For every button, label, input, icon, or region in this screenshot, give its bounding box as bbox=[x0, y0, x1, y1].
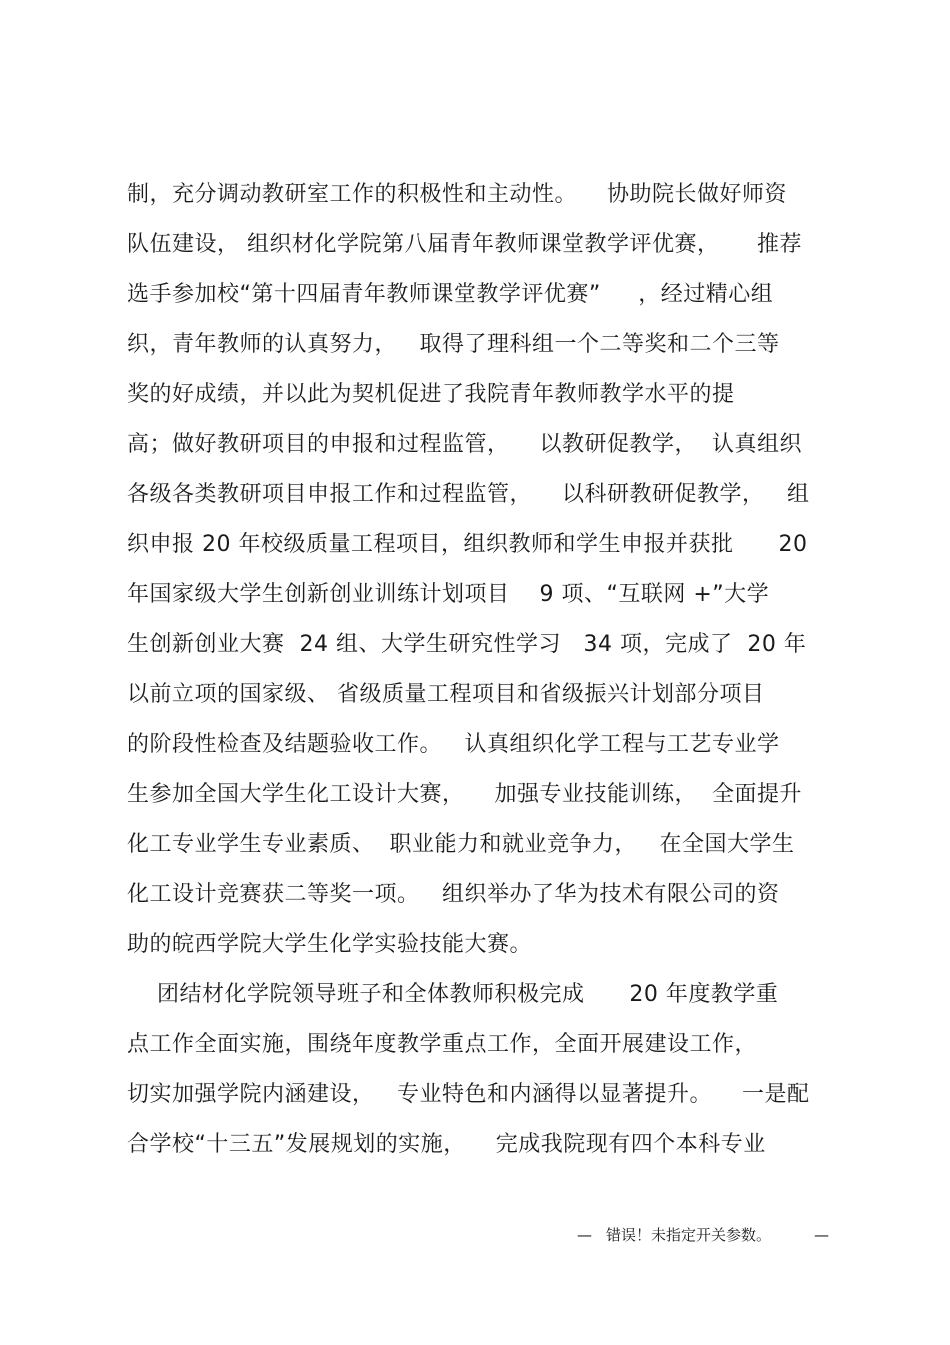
paragraph-line: 生参加全国大学生化工设计大赛， 加强专业技能训练， 全面提升 bbox=[127, 782, 802, 807]
paragraph-line: 化工设计竞赛获二等奖一项。 组织举办了华为技术有限公司的资 bbox=[127, 882, 780, 907]
paragraph-line: 各级各类教研项目申报工作和过程监管， 以科研教研促教学， 组 bbox=[127, 482, 810, 507]
paragraph-line: 点工作全面实施，围绕年度教学重点工作，全面开展建设工作， bbox=[127, 1032, 758, 1057]
paragraph-line: 生创新创业大赛 24 组、大学生研究性学习 34 项，完成了 20 年 bbox=[127, 632, 807, 657]
footer-dash-left: — bbox=[577, 1226, 592, 1244]
paragraph-line: 制，充分调动教研室工作的积极性和主动性。 协助院长做好师资 bbox=[127, 182, 787, 207]
paragraph-line: 合学校“十三五”发展规划的实施， 完成我院现有四个本科专业 bbox=[127, 1132, 766, 1157]
paragraph-line: 织申报 20 年校级质量工程项目，组织教师和学生申报并获批 20 bbox=[127, 532, 808, 557]
paragraph-line: 高；做好教研项目的申报和过程监管， 以教研促教学， 认真组织 bbox=[127, 432, 802, 457]
footer-error-text: 错误！未指定开关参数。 bbox=[606, 1226, 772, 1244]
paragraph-line: 助的皖西学院大学生化学实验技能大赛。 bbox=[127, 932, 533, 957]
paragraph-line: 奖的好成绩，并以此为契机促进了我院青年教师教学水平的提 bbox=[127, 382, 735, 407]
paragraph-line: 切实加强学院内涵建设， 专业特色和内涵得以显著提升。 一是配 bbox=[127, 1082, 810, 1107]
paragraph-line: 化工专业学生专业素质、 职业能力和就业竞争力， 在全国大学生 bbox=[127, 832, 795, 857]
footer-dash-right: — bbox=[814, 1226, 829, 1244]
paragraph-line: 队伍建设， 组织材化学院第八届青年教师课堂教学评优赛， 推荐 bbox=[127, 232, 802, 257]
paragraph-line: 团结材化学院领导班子和全体教师积极完成 20 年度教学重 bbox=[127, 982, 779, 1007]
paragraph-line: 选手参加校“第十四届青年教师课堂教学评优赛” ，经过精心组 bbox=[127, 282, 774, 307]
paragraph-line: 年国家级大学生创新创业训练计划项目 9 项、“互联网 +”大学 bbox=[127, 582, 770, 607]
paragraph-line: 织，青年教师的认真努力， 取得了理科组一个二等奖和二个三等 bbox=[127, 332, 780, 357]
paragraph-line: 以前立项的国家级、 省级质量工程项目和省级振兴计划部分项目 bbox=[127, 682, 765, 707]
paragraph-line: 的阶段性检查及结题验收工作。 认真组织化学工程与工艺专业学 bbox=[127, 732, 780, 757]
